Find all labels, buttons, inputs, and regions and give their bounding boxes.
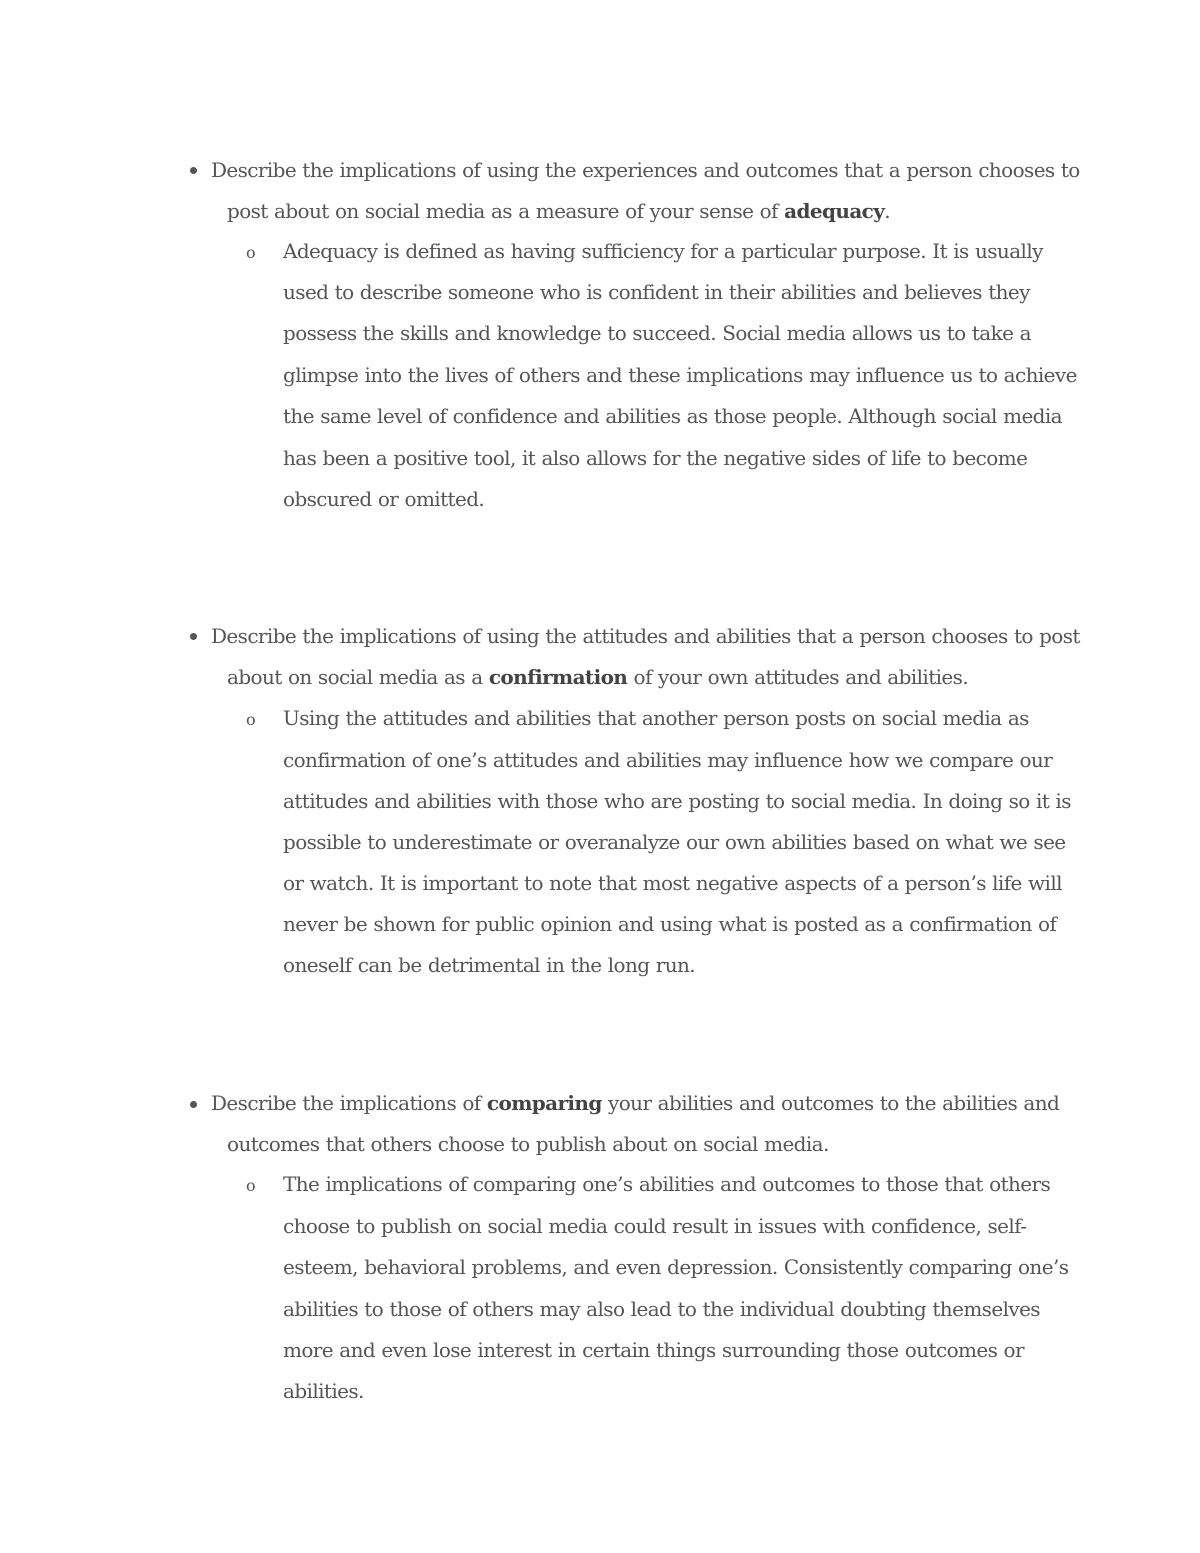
question-line (211, 616, 1080, 657)
answer-line: choose to publish on social media could result in issues with confidence, self- (283, 1214, 1027, 1238)
answer-line: oneself can be detrimental in the long run. (283, 953, 696, 977)
answer-line: possess the skills and knowledge to succeed. Social media allows us to take a (283, 321, 1031, 345)
answer-line: never be shown for public opinion and using what is posted as a confirmation of (283, 912, 1057, 936)
emphasis-term: comparing (486, 1091, 602, 1115)
question-text: of your own attitudes and abilities. (627, 665, 969, 689)
answer-line: obscured or omitted. (283, 487, 485, 511)
emphasis-term: adequacy (784, 199, 885, 223)
question-text: outcomes that others choose to publish about on social media. (227, 1132, 829, 1156)
answer-line: confirmation of one’s attitudes and abilities may influence how we compare our (283, 748, 1053, 772)
answer-line: Using the attitudes and abilities that another person posts on social media as (283, 706, 1029, 730)
answer-line: glimpse into the lives of others and these implications may influence us to achieve (283, 363, 1077, 387)
bullet-icon (190, 633, 197, 640)
question-line (211, 1083, 1059, 1124)
answer-line: possible to underestimate or overanalyze our own abilities based on what we see (283, 830, 1066, 854)
answer-line: the same level of confidence and abilities as those people. Although social media (283, 404, 1063, 428)
bullet-icon (190, 1101, 197, 1108)
answer-line: abilities to those of others may also lead to the individual doubting themselves (283, 1297, 1040, 1321)
emphasis-term: confirmation (488, 665, 628, 689)
answer-line: or watch. It is important to note that most negative aspects of a person’s life will (283, 871, 1062, 895)
question-text: post about on social media as a measure of your sense of (227, 199, 785, 223)
answer-line: has been a positive tool, it also allows for the negative sides of life to become (283, 446, 1028, 470)
question-text: Describe the implications of using the attitudes and abilities that a person chooses to post (211, 624, 1080, 648)
answer-line: attitudes and abilities with those who are posting to social media. In doing so it is (283, 789, 1071, 813)
question-text: Describe the implications of (211, 1091, 487, 1115)
sub-bullet-icon: o (246, 243, 256, 262)
bullet-icon (190, 167, 197, 174)
question-line (227, 1124, 829, 1165)
question-text: Describe the implications of using the experiences and outcomes that a person chooses to (211, 158, 1080, 182)
question-line (211, 150, 1080, 191)
answer-line: used to describe someone who is confident in their abilities and believes they (283, 280, 1030, 304)
sub-bullet-icon: o (246, 1176, 256, 1195)
answer-line: esteem, behavioral problems, and even depression. Consistently comparing one’s (283, 1255, 1069, 1279)
question-text: about on social media as a (227, 665, 489, 689)
question-line (227, 191, 890, 232)
question-text: your abilities and outcomes to the abilities and (601, 1091, 1060, 1115)
answer-line: abilities. (283, 1379, 364, 1403)
answer-line: The implications of comparing one’s abilities and outcomes to those that others (283, 1172, 1051, 1196)
answer-line: Adequacy is defined as having sufficiency for a particular purpose. It is usually (283, 239, 1043, 263)
answer-line: more and even lose interest in certain things surrounding those outcomes or (283, 1338, 1024, 1362)
sub-bullet-icon: o (246, 710, 256, 729)
question-line (227, 657, 968, 698)
question-text: . (884, 199, 891, 223)
